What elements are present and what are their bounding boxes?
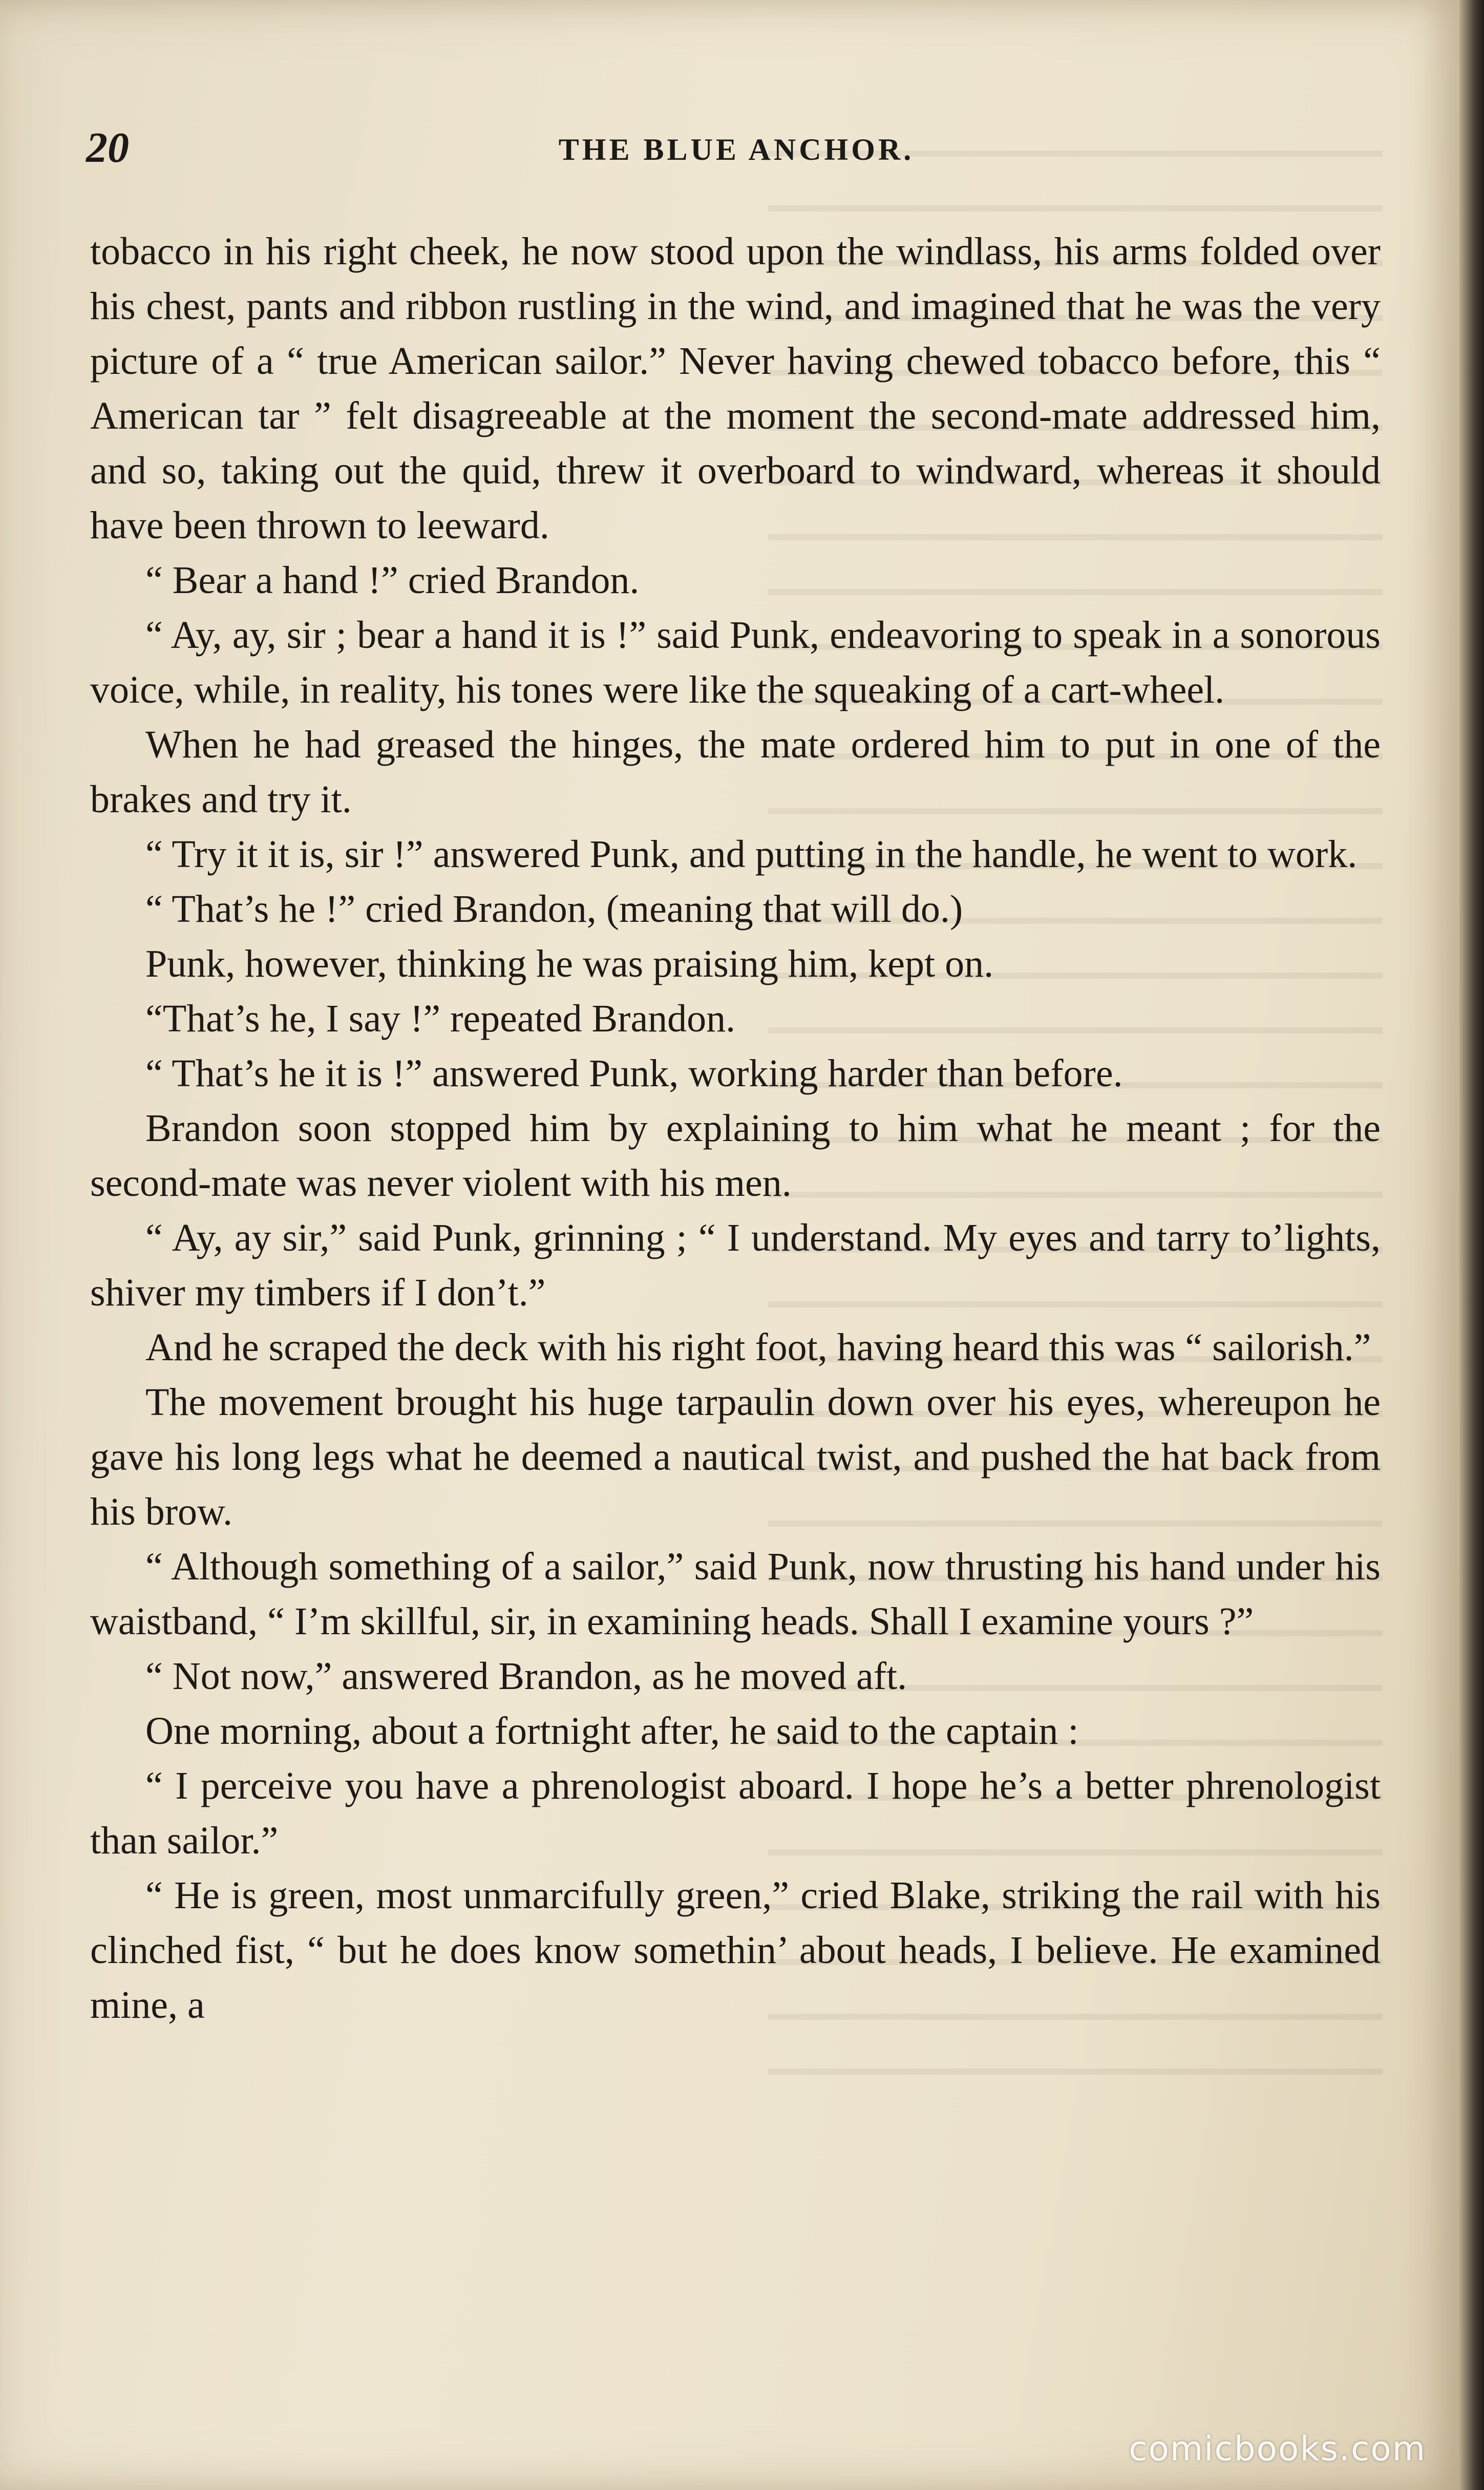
paragraph: “ He is green, most unmarcifully green,” cried Blake, striking the rail with his clinched fist, “ but he does know somethin’ about heads, I believe. He examined mine, a: [90, 1874, 1381, 2027]
page-header: [86, 123, 1387, 179]
paragraph: Punk, however, thinking he was praising him, kept on.: [145, 942, 994, 985]
paragraph: tobacco in his right cheek, he now stood upon the windlass, his arms folded over his chest, pants and ribbon rustling in the wind, and imagined that he was the very picture of a “ true American sailor.” Never having chewed tobacco before, this “ American tar ” felt disagreeable at the moment the second-mate addressed him, and so, taking out the quid, threw it overboard to windward, whereas it should have been thrown to leeward.: [90, 230, 1381, 547]
paragraph: “ I perceive you have a phrenologist aboard. I hope he’s a better phrenologist than sailor.”: [90, 1764, 1381, 1862]
paragraph: Brandon soon stopped him by explaining to him what he meant ; for the second-mate was never violent with his men.: [90, 1107, 1381, 1205]
watermark: comicbooks.com: [1129, 2429, 1426, 2468]
paragraph: “ That’s he !” cried Brandon, (meaning that will do.): [145, 888, 963, 931]
paragraph: “ Bear a hand !” cried Brandon.: [145, 559, 640, 602]
paragraph: “ That’s he it is !” answered Punk, working harder than before.: [145, 1052, 1123, 1095]
paragraph: “ Ay, ay, sir ; bear a hand it is !” said Punk, endeavoring to speak in a sonorous voice, while, in reality, his tones were like the squeaking of a cart-wheel.: [90, 614, 1381, 711]
paragraph: The movement brought his huge tarpaulin down over his eyes, whereupon he gave his long legs what he deemed a nautical twist, and pushed the hat back from his brow.: [90, 1381, 1381, 1533]
paragraph: When he had greased the hinges, the mate ordered him to put in one of the brakes and try it.: [90, 723, 1381, 821]
page-number: 20: [86, 124, 129, 172]
paragraph: “ Although something of a sailor,” said Punk, now thrusting his hand under his waistband, “ I’m skillful, sir, in examining heads. Shall I examine yours ?”: [90, 1545, 1381, 1643]
paragraph: And he scraped the deck with his right foot, having heard this was “ sailorish.”: [145, 1326, 1371, 1369]
running-title: THE BLUE ANCHOR.: [558, 133, 915, 166]
paragraph: “ Try it it is, sir !” answered Punk, and putting in the handle, he went to work.: [145, 833, 1358, 876]
paragraph: “That’s he, I say !” repeated Brandon.: [145, 997, 736, 1040]
paragraph: “ Not now,” answered Brandon, as he moved aft.: [145, 1655, 907, 1698]
body-text: [90, 224, 1381, 2033]
page-edge: [1459, 0, 1484, 2490]
paragraph: “ Ay, ay sir,” said Punk, grinning ; “ I understand. My eyes and tarry to’lights, shiver my timbers if I don’t.”: [90, 1216, 1381, 1314]
paragraph: One morning, about a fortnight after, he said to the captain :: [145, 1710, 1079, 1753]
